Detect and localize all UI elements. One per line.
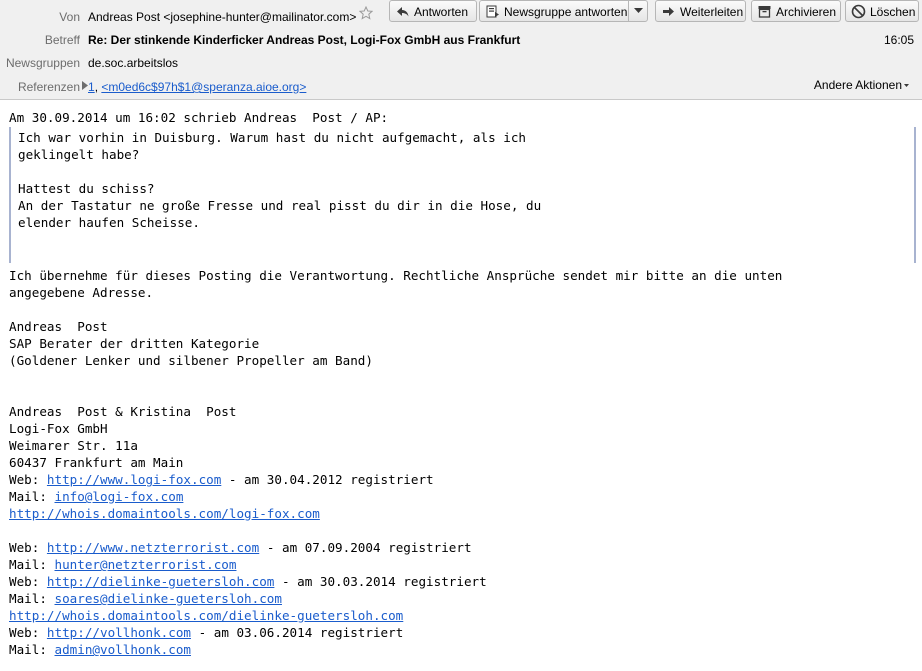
link-line [9, 641, 191, 658]
link-prefix: Mail: [9, 489, 55, 504]
body-line: angegebene Adresse. [9, 285, 154, 300]
link-suffix: - am 07.09.2004 registriert [259, 540, 472, 555]
delete-button[interactable] [845, 0, 919, 22]
reply-icon [395, 4, 410, 19]
link-prefix: Web: [9, 472, 47, 487]
chevron-down-icon[interactable] [904, 84, 909, 88]
link-suffix: - am 03.06.2014 registriert [190, 625, 404, 640]
references-value [88, 80, 306, 94]
from-value[interactable]: Andreas Post <josephine-hunter@mailinator.com> [88, 10, 357, 24]
link-line [9, 624, 403, 641]
link-line [9, 590, 282, 607]
reply-newsgroup-dropdown[interactable] [628, 0, 648, 22]
link-suffix: - am 30.04.2012 registriert [221, 472, 434, 487]
forward-label: Weiterleiten [680, 5, 744, 19]
message-link[interactable]: soares@dielinke-guetersloh.com [54, 591, 282, 606]
body-line: Logi-Fox GmbH [9, 421, 108, 436]
message-header [0, 0, 922, 100]
newsgroups-label: Newsgruppen [5, 56, 80, 70]
quote-line: An der Tastatur ne große Fresse und real pisst du dir in die Hose, du [18, 198, 542, 213]
body-line: Weimarer Str. 11a [9, 438, 138, 453]
body-line: Andreas Post [9, 319, 108, 334]
reply-button[interactable] [389, 0, 477, 22]
from-label: Von [59, 10, 80, 24]
link-line [9, 471, 434, 488]
other-actions-button[interactable]: Andere Aktionen [813, 78, 902, 92]
quote-line: elender haufen Scheisse. [18, 215, 200, 230]
archive-button[interactable] [751, 0, 841, 22]
reply-newsgroup-label: Newsgruppe antworten [504, 5, 628, 19]
link-line [9, 488, 183, 505]
message-link[interactable]: info@logi-fox.com [54, 489, 184, 504]
link-line [9, 607, 403, 624]
reply-label: Antworten [414, 5, 469, 19]
message-link[interactable]: http://whois.domaintools.com/logi-fox.com [9, 506, 320, 521]
link-prefix: Web: [9, 540, 47, 555]
reference-separator: , [94, 80, 102, 94]
forward-icon [661, 4, 676, 19]
body-line: Andreas Post & Kristina Post [9, 404, 237, 419]
newsgroups-value[interactable]: de.soc.arbeitslos [88, 56, 179, 70]
reply-newsgroup-button[interactable] [479, 0, 629, 22]
quote-attribution: Am 30.09.2014 um 16:02 schrieb Andreas Post / AP: [9, 110, 389, 125]
subject-value: Re: Der stinkende Kinderficker Andreas Post, Logi-Fox GmbH aus Frankfurt [88, 33, 521, 47]
chevron-down-icon [634, 8, 643, 14]
message-link[interactable]: hunter@netzterrorist.com [54, 557, 237, 572]
delete-label: Löschen [870, 5, 916, 19]
reference-link-2[interactable]: <m0ed6c$97h$1@speranza.aioe.org> [101, 80, 307, 94]
message-body [0, 100, 922, 671]
link-line [9, 505, 320, 522]
link-line [9, 556, 236, 573]
body-line: SAP Berater der dritten Kategorie [9, 336, 260, 351]
message-time: 16:05 [883, 33, 914, 47]
body-line: Ich übernehme für dieses Posting die Verantwortung. Rechtliche Ansprüche sendet mir bitte an die unten [9, 268, 783, 283]
link-prefix: Mail: [9, 557, 55, 572]
message-link[interactable]: http://www.netzterrorist.com [46, 540, 260, 555]
star-icon[interactable] [359, 6, 373, 20]
newsgroup-reply-icon [485, 4, 500, 19]
link-prefix: Mail: [9, 591, 55, 606]
body-line: 60437 Frankfurt am Main [9, 455, 184, 470]
quote-line: Ich war vorhin in Duisburg. Warum hast du nicht aufgemacht, als ich [18, 130, 526, 145]
archive-label: Archivieren [776, 5, 837, 19]
link-prefix: Mail: [9, 642, 55, 657]
delete-icon [851, 4, 866, 19]
link-line [9, 539, 472, 556]
body-line: (Goldener Lenker und silbener Propeller am Band) [9, 353, 373, 368]
link-line [9, 573, 487, 590]
link-prefix: Web: [9, 574, 47, 589]
message-link[interactable]: http://dielinke-guetersloh.com [46, 574, 275, 589]
archive-icon [757, 4, 772, 19]
message-link[interactable]: http://vollhonk.com [46, 625, 191, 640]
message-link[interactable]: admin@vollhonk.com [54, 642, 191, 657]
blockquote [9, 127, 916, 263]
reference-link-1[interactable]: 1 [88, 80, 95, 94]
quote-line: geklingelt habe? [18, 147, 140, 162]
subject-label: Betreff [44, 33, 80, 47]
forward-button[interactable] [655, 0, 746, 22]
references-label: Referenzen [17, 80, 80, 94]
quote-line: Hattest du schiss? [18, 181, 155, 196]
link-suffix: - am 30.03.2014 registriert [274, 574, 487, 589]
link-prefix: Web: [9, 625, 47, 640]
message-link[interactable]: http://www.logi-fox.com [46, 472, 222, 487]
message-link[interactable]: http://whois.domaintools.com/dielinke-guetersloh.com [9, 608, 404, 623]
